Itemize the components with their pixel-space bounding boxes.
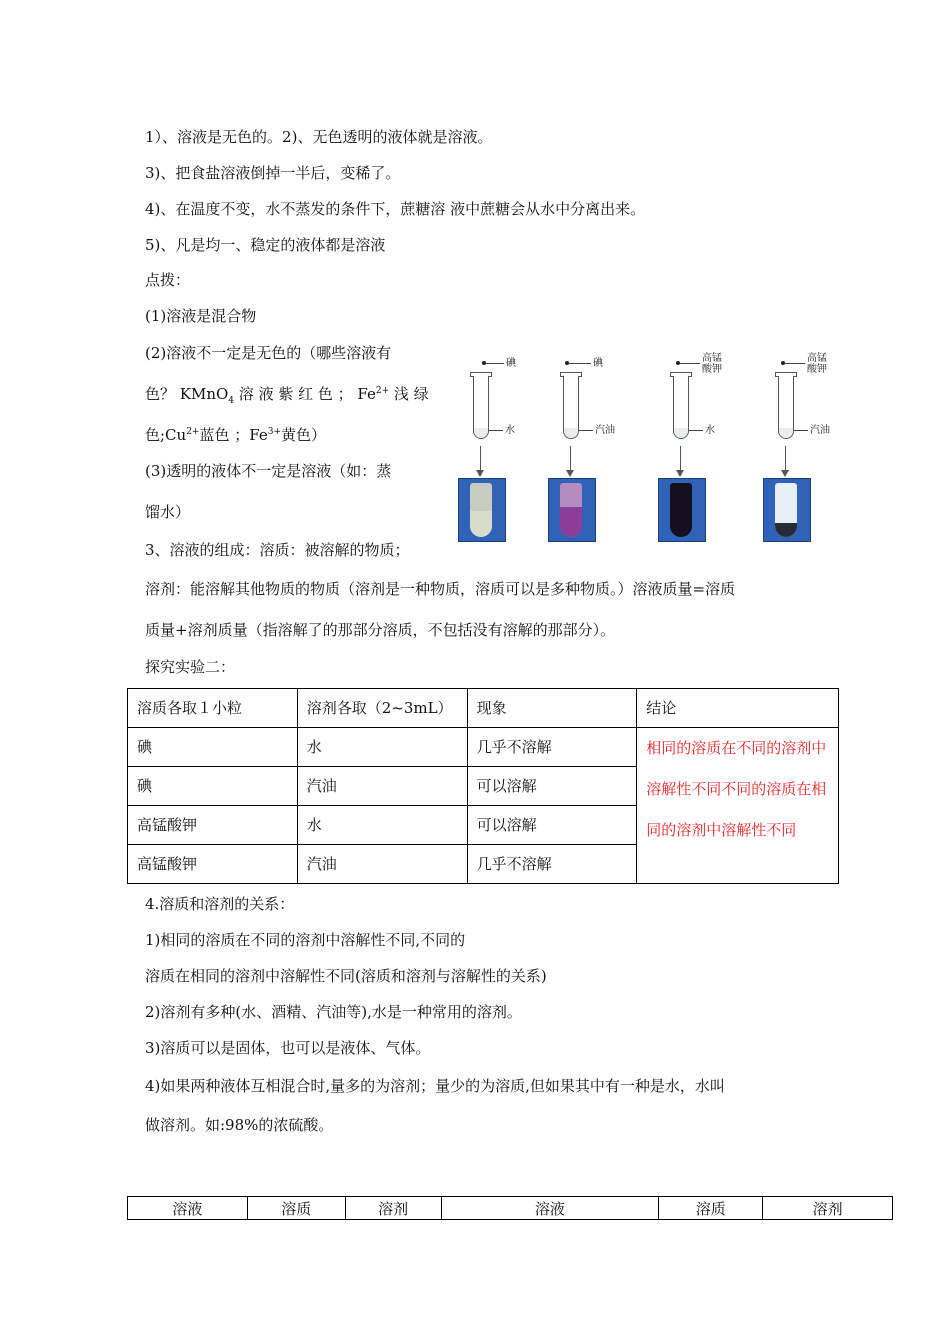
subscript: 4 <box>228 396 235 406</box>
header-cell: 溶剂 <box>763 1197 893 1220</box>
photo-tube <box>560 483 582 537</box>
text-seg: 色;Cu <box>145 426 187 444</box>
solute-label: 碘 <box>506 358 516 369</box>
text-seg: 浅 绿 <box>389 385 429 403</box>
arrow-head <box>566 470 574 477</box>
solution <box>560 507 582 537</box>
leader-line <box>579 430 593 431</box>
hint-2: (2)溶液不一定是无色的（哪些溶液有 <box>145 344 392 362</box>
statement-3: 4)、在温度不变，水不蒸发的条件下，蔗糖溶 液中蔗糖会从水中分离出来。 <box>145 200 646 218</box>
solution <box>775 523 797 537</box>
photo-tube <box>670 483 692 537</box>
test-tube <box>673 376 689 439</box>
relation-3: 3)溶质可以是固体，也可以是液体、气体。 <box>145 1039 431 1057</box>
header-cell: 溶质各取１小粒 <box>128 689 298 728</box>
table-cell: 汽油 <box>297 767 467 806</box>
composition-heading: 3、溶液的组成：溶质：被溶解的物质； <box>145 541 410 559</box>
header-cell: 溶剂 <box>345 1197 441 1220</box>
test-tube <box>778 376 794 439</box>
table-header-row <box>128 1197 893 1220</box>
hint-1: (1)溶液是混合物 <box>145 307 257 325</box>
relation-4-cont: 做溶剂。如:98%的浓硫酸。 <box>145 1116 334 1134</box>
result-photo <box>458 478 506 542</box>
table-cell: 可以溶解 <box>467 806 637 845</box>
tube-kmno4-gasoline <box>765 350 855 545</box>
tube-kmno4-water <box>660 350 750 545</box>
text-seg: 溶 液 紫 红 色 ； Fe <box>234 385 376 403</box>
hint-3-cont: 馏水） <box>145 503 191 521</box>
header-cell: 溶剂各取（2~3mL） <box>297 689 467 728</box>
table-cell: 水 <box>297 806 467 845</box>
arrow <box>680 446 681 472</box>
statement-2: 3)、把食盐溶液倒掉一半后，变稀了。 <box>145 164 401 182</box>
leader-line <box>680 363 700 364</box>
test-tube <box>473 376 489 439</box>
liquid <box>779 428 793 438</box>
tube-iodine-gasoline <box>550 350 640 545</box>
table-cell: 高锰酸钾 <box>128 845 298 884</box>
test-tube <box>563 376 579 439</box>
arrow-head <box>676 470 684 477</box>
relation-4: 4)如果两种液体互相混合时,量多的为溶剂；量少的为溶质,但如果其中有一种是水，水叫 <box>145 1077 725 1095</box>
superscript: 2+ <box>186 427 200 437</box>
header-cell: 结论 <box>637 689 839 728</box>
photo-tube <box>470 483 492 537</box>
arrow <box>570 446 571 472</box>
solvent-label: 汽油 <box>810 425 830 436</box>
arrow <box>480 446 481 472</box>
result-photo <box>658 478 706 542</box>
leader-line <box>489 430 503 431</box>
header-cell: 溶质 <box>659 1197 763 1220</box>
conclusion-cell: 相同的溶质在不同的溶剂中溶解性不同不同的溶质在相同的溶剂中溶解性不同 <box>637 728 839 884</box>
header-cell: 溶液 <box>441 1197 659 1220</box>
table-cell: 几乎不溶解 <box>467 728 637 767</box>
statement-1: 1）、溶液是无色的。2)、无色透明的液体就是溶液。 <box>145 128 493 146</box>
header-cell: 溶质 <box>247 1197 345 1220</box>
leader-line <box>794 430 808 431</box>
solute-label: 高锰 酸钾 <box>702 353 722 375</box>
table-cell: 水 <box>297 728 467 767</box>
tube-iodine-water <box>455 350 545 545</box>
table-cell: 几乎不溶解 <box>467 845 637 884</box>
arrow <box>785 446 786 472</box>
text-seg: 色？ KMnO <box>145 385 229 403</box>
table-cell: 高锰酸钾 <box>128 806 298 845</box>
table-header-row <box>128 689 839 728</box>
text-seg: 黄色） <box>281 426 327 444</box>
mass-relation: 质量+溶剂质量（指溶解了的那部分溶质，不包括没有溶解的那部分）。 <box>145 621 616 639</box>
table-cell: 碘 <box>128 728 298 767</box>
solution-components-table <box>127 1196 893 1220</box>
header-cell: 现象 <box>467 689 637 728</box>
solvent-label: 汽油 <box>595 425 615 436</box>
leader-line <box>569 363 591 364</box>
liquid <box>474 428 488 438</box>
relation-heading: 4.溶质和溶剂的关系： <box>145 895 295 913</box>
table-cell: 汽油 <box>297 845 467 884</box>
superscript: 3+ <box>267 427 281 437</box>
solution <box>670 497 692 537</box>
relation-1: 1)相同的溶质在不同的溶剂中溶解性不同,不同的 <box>145 931 466 949</box>
test-tube-figure <box>445 350 840 545</box>
table-cell: 可以溶解 <box>467 767 637 806</box>
header-cell: 溶液 <box>128 1197 248 1220</box>
leader-line <box>785 363 805 364</box>
liquid <box>564 428 578 438</box>
table-cell: 碘 <box>128 767 298 806</box>
statement-4: 5)、凡是均一、稳定的液体都是溶液 <box>145 236 386 254</box>
solvent-label: 水 <box>705 425 715 436</box>
relation-1-cont: 溶质在相同的溶剂中溶解性不同(溶质和溶剂与溶解性的关系) <box>145 967 547 985</box>
leader-line <box>486 363 504 364</box>
relation-2: 2)溶剂有多种(水、酒精、汽油等),水是一种常用的溶剂。 <box>145 1003 522 1021</box>
solute-label: 碘 <box>593 358 603 369</box>
result-photo <box>548 478 596 542</box>
hint-3: (3)透明的液体不一定是溶液（如：蒸 <box>145 462 392 480</box>
hint-heading: 点拨： <box>145 271 191 289</box>
solution <box>470 511 492 537</box>
hint-2-colors <box>145 384 429 404</box>
leader-line <box>689 430 703 431</box>
experiment-table <box>127 688 839 884</box>
text-seg: 蓝色 ；Fe <box>199 426 268 444</box>
solvent-definition: 溶剂：能溶解其他物质的物质（溶剂是一种物质，溶质可以是多种物质。）溶液质量=溶质 <box>145 580 736 598</box>
arrow-head <box>781 470 789 477</box>
liquid <box>674 428 688 438</box>
result-photo <box>763 478 811 542</box>
arrow-head <box>476 470 484 477</box>
hint-2-colors-cont <box>145 425 326 445</box>
table-row <box>128 728 839 767</box>
solute-label: 高锰 酸钾 <box>807 353 827 375</box>
superscript: 2+ <box>375 386 390 396</box>
solvent-label: 水 <box>505 425 515 436</box>
experiment-heading: 探究实验二： <box>145 658 236 676</box>
photo-tube <box>775 483 797 537</box>
